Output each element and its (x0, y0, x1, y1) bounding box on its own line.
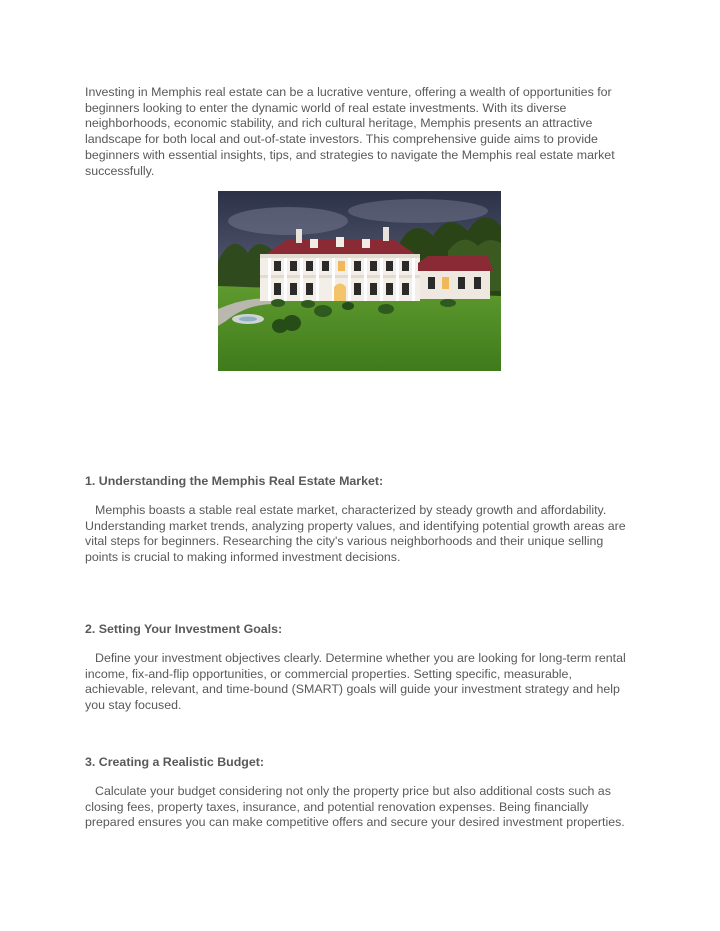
section-1-body: Memphis boasts a stable real estate market, characterized by steady growth and affordability. Understanding market trends, analyzing property values, and identifying potential growth areas are vital steps for beginners. Researching the city's various neighborhoods and their unique selling points is crucial to making informed investment decisions. (85, 503, 626, 565)
section-2-heading: 2. Setting Your Investment Goals: (85, 622, 283, 636)
section-3-body: Calculate your budget considering not only the property price but also additional costs such as closing fees, property taxes, insurance, and potential renovation expenses. Being financially prepared ensures you can make competitive offers and secure your desired investment properties. (85, 784, 625, 830)
section-2-body: Define your investment objectives clearly. Determine whether you are looking for long-term rental income, fix-and-flip opportunities, or commercial properties. Setting specific, measurable, achievable, relevant, and time-bound (SMART) goals will guide your investment strategy and help you stay focused. (85, 651, 626, 713)
section-3-heading: 3. Creating a Realistic Budget: (85, 755, 265, 769)
section-1-heading: 1. Understanding the Memphis Real Estate Market: (85, 474, 384, 488)
mansion-photo (218, 191, 501, 371)
intro-paragraph: Investing in Memphis real estate can be a lucrative venture, offering a wealth of opportunities for beginners looking to enter the dynamic world of real estate investments. With its diverse neighborhoods, economic stability, and rich cultural heritage, Memphis presents an attractive landscape for both local and out-of-state investors. This comprehensive guide aims to provide beginners with essential insights, tips, and strategies to navigate the Memphis real estate market successfully. (85, 85, 615, 178)
